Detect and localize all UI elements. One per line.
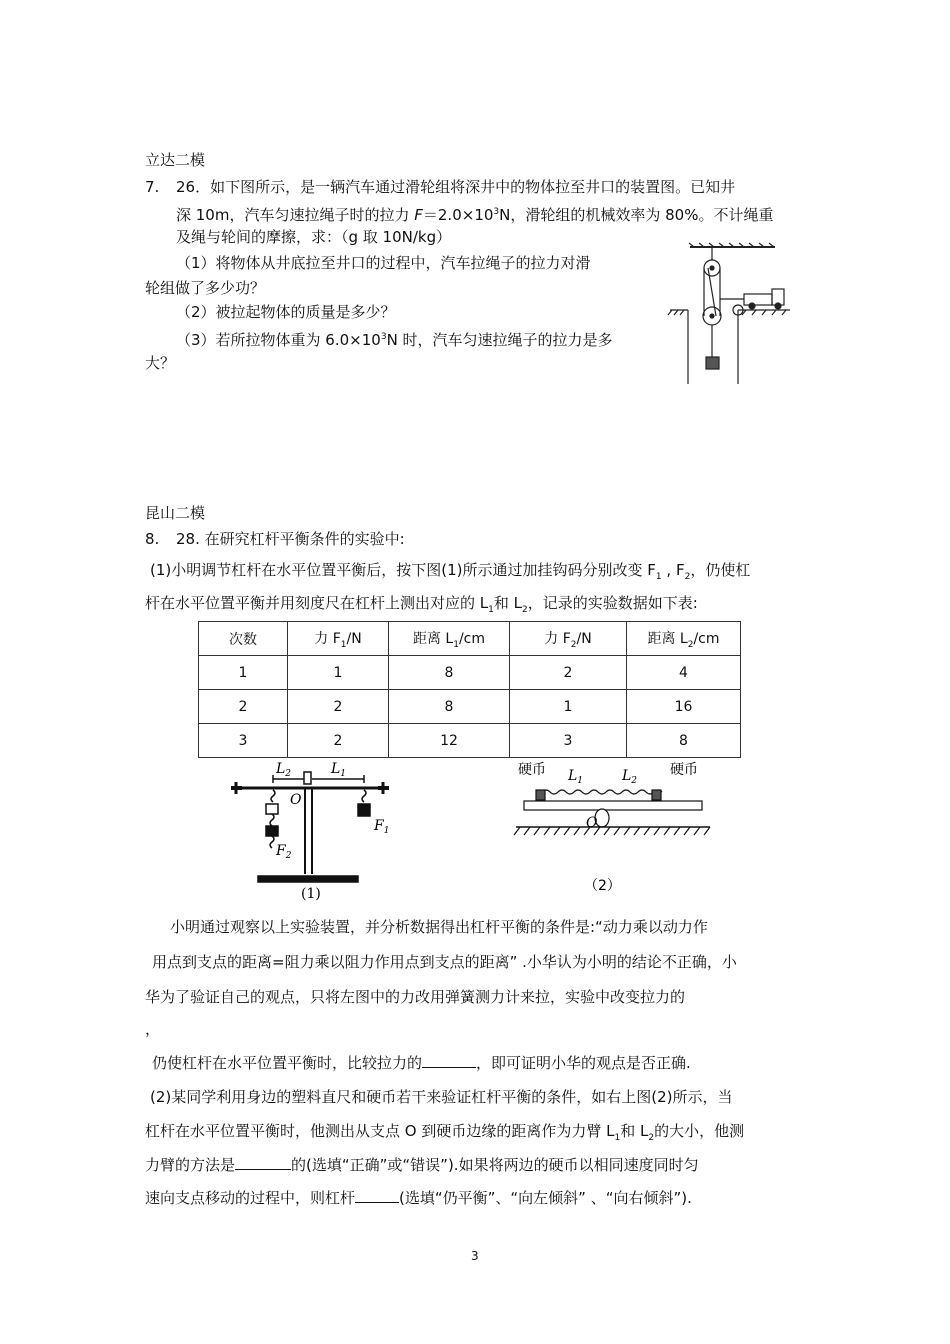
table-cell: 2: [510, 656, 627, 690]
answer-blank-3[interactable]: [355, 1188, 399, 1203]
table-cell: 2: [199, 690, 288, 724]
table-header-cell: 次数: [199, 622, 288, 656]
fig1-l2-label: $L_2$: [276, 761, 292, 779]
table-row: [199, 656, 741, 690]
table-cell: 1: [510, 690, 627, 724]
table-cell: 3: [199, 724, 288, 758]
q7-number: 7.: [145, 178, 160, 196]
table-cell: 16: [627, 690, 741, 724]
q7-line2: 深 10m，汽车匀速拉绳子时的拉力 $F=2.0\times 10^3N$，滑轮组的机械效率为 80%。不计绳重: [176, 206, 774, 224]
answer-blank-2[interactable]: [235, 1155, 291, 1170]
q8-para-e: 仍使杠杆在水平位置平衡时，比较拉力的 ，即可证明小华的观点是否正确.: [152, 1054, 691, 1072]
q8-para-a: 小明通过观察以上实验装置，并分析数据得出杠杆平衡的条件是:“动力乘以动力作: [170, 918, 708, 936]
q8-line3: 杆在水平位置平衡并用刻度尺在杠杆上测出对应的 $L_1$和 $L_2$，记录的实验数据如下表:: [145, 594, 698, 615]
fig2-o-label: O: [586, 815, 598, 831]
table-header-cell: 距离 $L_1/cm$: [389, 622, 510, 656]
lever-data-table: [198, 621, 741, 758]
table-cell: 2: [288, 724, 389, 758]
q8-number: 8.: [145, 530, 160, 548]
table-cell: 8: [389, 656, 510, 690]
table-header-cell: 距离 $L_2/cm$: [627, 622, 741, 656]
table-header-cell: 力 $F_2/N$: [510, 622, 627, 656]
q8-source: 昆山二模: [145, 504, 206, 522]
table-cell: 8: [389, 690, 510, 724]
q7-line1: 26．如下图所示，是一辆汽车通过滑轮组将深井中的物体拉至井口的装置图。已知井: [176, 178, 736, 196]
fig1-l1-label: $L_1$: [331, 761, 347, 779]
lever-figure-1: [228, 758, 398, 908]
table-cell: 12: [389, 724, 510, 758]
fig1-o-label: O: [290, 792, 302, 808]
q7-part3a: （3）若所拉物体重为 $6.0\times 10^3N$ 时，汽车匀速拉绳子的拉力是多: [176, 331, 613, 349]
q7-source: 立达二模: [145, 151, 206, 169]
fig2-coin-right-label: 硬币: [670, 762, 698, 778]
q7-line3: 及绳与轮间的摩擦，求：（g 取 10N/kg）: [176, 228, 452, 246]
table-cell: 1: [288, 656, 389, 690]
q8-part2-a: (2)某同学利用身边的塑料直尺和硬币若干来验证杠杆平衡的条件，如右上图(2)所示，当: [150, 1088, 733, 1106]
q8-part2-d: 速向支点移动的过程中，则杠杆 (选填“仍平衡”、“向左倾斜” 、“向右倾斜”).: [145, 1189, 692, 1207]
table-cell: 8: [627, 724, 741, 758]
table-cell: 3: [510, 724, 627, 758]
q8-part2-c: 力臂的方法是 的(选填“正确”或“错误”).如果将两边的硬币以相同速度同时匀: [145, 1156, 699, 1174]
table-row: [199, 690, 741, 724]
fig2-l2-label: $L_2$: [622, 768, 638, 786]
page-number: 3: [471, 1249, 479, 1263]
q7-part3b: 大？: [145, 354, 176, 372]
fig1-caption: (1): [301, 886, 321, 902]
lever-figure-2: [510, 758, 725, 898]
table-cell: 4: [627, 656, 741, 690]
answer-blank-1[interactable]: [422, 1053, 476, 1068]
q7-part1b: 轮组做了多少功？: [145, 279, 266, 297]
table-header-cell: 力 $F_1/N$: [288, 622, 389, 656]
pulley-car-figure: [660, 242, 795, 387]
table-row: [199, 724, 741, 758]
fig2-coin-left-label: 硬币: [518, 762, 546, 778]
table-cell: 1: [199, 656, 288, 690]
fig2-l1-label: $L_1$: [568, 768, 584, 786]
q8-para-c: 华为了验证自己的观点，只将左图中的力改用弹簧测力计来拉，实验中改变拉力的: [145, 988, 686, 1006]
table-cell: 2: [288, 690, 389, 724]
q8-line1: 28. 在研究杠杆平衡条件的实验中:: [176, 530, 405, 548]
q8-para-d: ，: [145, 1020, 161, 1038]
table-header-row: [199, 622, 741, 656]
q8-para-b: 用点到支点的距离=阻力乘以阻力作用点到支点的距离” .小华认为小明的结论不正确，小: [152, 953, 737, 971]
fig1-f2-label: $F_2$: [276, 843, 292, 861]
q7-part1a: （1）将物体从井底拉至井口的过程中，汽车拉绳子的拉力对滑: [176, 254, 591, 272]
fig1-f1-label: $F_1$: [374, 818, 390, 836]
q8-line2: (1)小明调节杠杆在水平位置平衡后，按下图(1)所示通过加挂钩码分别改变 $F_1$ , $F_2$，仍使杠: [150, 561, 751, 582]
q8-part2-b: 杠杆在水平位置平衡时，他测出从支点 O 到硬币边缘的距离作为力臂 $L_1$和 $L_2$的大小，他测: [145, 1122, 745, 1143]
q7-part2: （2）被拉起物体的质量是多少？: [176, 303, 396, 321]
fig2-caption: （2）: [584, 878, 621, 894]
